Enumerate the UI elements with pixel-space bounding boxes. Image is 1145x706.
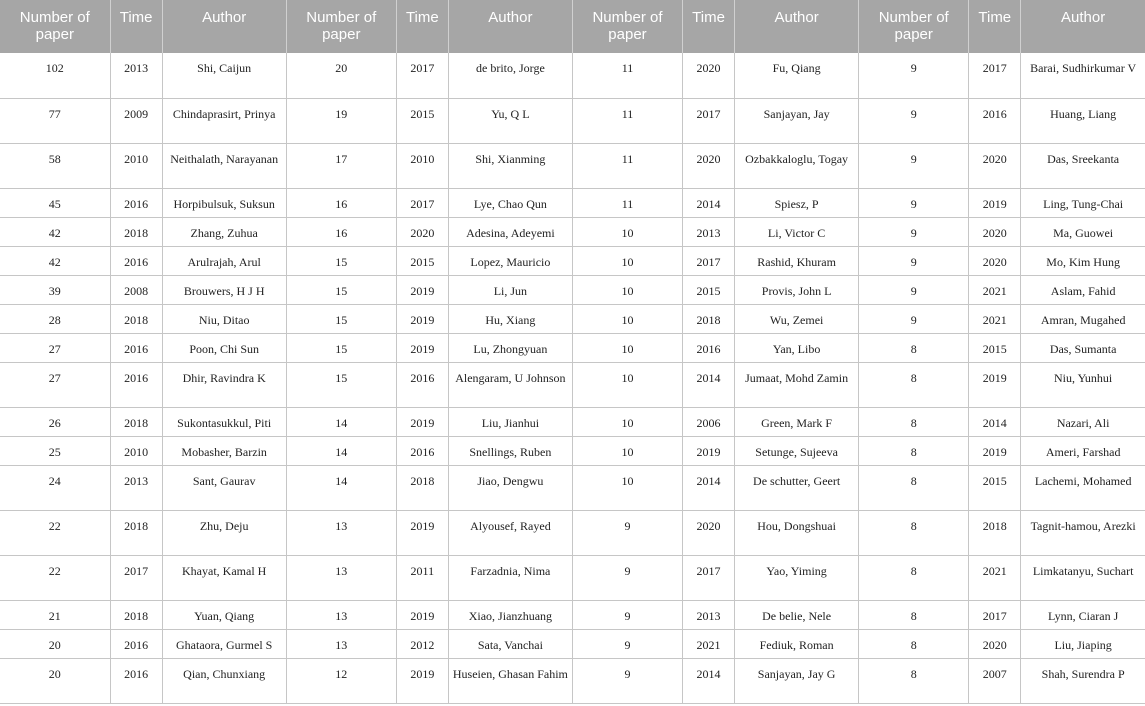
author-cell: Das, Sumanta — [1021, 333, 1145, 362]
author-cell: de brito, Jorge — [448, 53, 572, 98]
time-cell: 2018 — [110, 600, 162, 629]
table-row — [0, 658, 1145, 703]
time-cell: 2014 — [683, 658, 735, 703]
number-of-paper-cell: 26 — [0, 407, 110, 436]
author-cell: Jiao, Dengwu — [448, 465, 572, 510]
time-cell: 2009 — [110, 98, 162, 143]
time-cell: 2018 — [683, 304, 735, 333]
number-of-paper-cell: 8 — [859, 465, 969, 510]
time-cell: 2018 — [396, 465, 448, 510]
number-of-paper-cell: 9 — [859, 246, 969, 275]
number-of-paper-cell: 20 — [0, 629, 110, 658]
number-of-paper-cell: 42 — [0, 217, 110, 246]
number-of-paper-cell: 21 — [0, 600, 110, 629]
author-cell: Brouwers, H J H — [162, 275, 286, 304]
author-cell: Neithalath, Narayanan — [162, 143, 286, 188]
time-cell: 2016 — [110, 333, 162, 362]
number-of-paper-cell: 14 — [286, 436, 396, 465]
time-cell: 2019 — [683, 436, 735, 465]
number-of-paper-cell: 58 — [0, 143, 110, 188]
number-of-paper-cell: 9 — [859, 188, 969, 217]
author-cell: Jumaat, Mohd Zamin — [735, 362, 859, 407]
header-number-of-paper: Number of paper — [859, 0, 969, 53]
table-row — [0, 600, 1145, 629]
table-row — [0, 304, 1145, 333]
number-of-paper-cell: 9 — [859, 143, 969, 188]
number-of-paper-cell: 25 — [0, 436, 110, 465]
number-of-paper-cell: 10 — [572, 217, 682, 246]
time-cell: 2010 — [110, 436, 162, 465]
author-cell: Arulrajah, Arul — [162, 246, 286, 275]
author-cell: Sant, Gaurav — [162, 465, 286, 510]
number-of-paper-cell: 10 — [572, 436, 682, 465]
number-of-paper-cell: 22 — [0, 510, 110, 555]
author-cell: Snellings, Ruben — [448, 436, 572, 465]
time-cell: 2015 — [969, 333, 1021, 362]
table-row — [0, 629, 1145, 658]
number-of-paper-cell: 11 — [572, 188, 682, 217]
number-of-paper-cell: 27 — [0, 362, 110, 407]
time-cell: 2021 — [683, 629, 735, 658]
time-cell: 2017 — [396, 188, 448, 217]
number-of-paper-cell: 13 — [286, 600, 396, 629]
number-of-paper-cell: 11 — [572, 143, 682, 188]
author-cell: Limkatanyu, Suchart — [1021, 555, 1145, 600]
time-cell: 2019 — [396, 600, 448, 629]
time-cell: 2020 — [683, 53, 735, 98]
time-cell: 2015 — [396, 98, 448, 143]
number-of-paper-cell: 10 — [572, 333, 682, 362]
number-of-paper-cell: 11 — [572, 53, 682, 98]
author-cell: Zhu, Deju — [162, 510, 286, 555]
time-cell: 2019 — [969, 436, 1021, 465]
number-of-paper-cell: 8 — [859, 629, 969, 658]
author-cell: Ling, Tung-Chai — [1021, 188, 1145, 217]
time-cell: 2016 — [110, 188, 162, 217]
author-cell: Huang, Liang — [1021, 98, 1145, 143]
header-number-of-paper: Number of paper — [286, 0, 396, 53]
number-of-paper-cell: 77 — [0, 98, 110, 143]
author-cell: Niu, Yunhui — [1021, 362, 1145, 407]
author-cell: Liu, Jianhui — [448, 407, 572, 436]
time-cell: 2018 — [110, 510, 162, 555]
time-cell: 2020 — [969, 217, 1021, 246]
time-cell: 2006 — [683, 407, 735, 436]
author-cell: Yu, Q L — [448, 98, 572, 143]
author-cell: Setunge, Sujeeva — [735, 436, 859, 465]
number-of-paper-cell: 9 — [859, 53, 969, 98]
author-cell: Lu, Zhongyuan — [448, 333, 572, 362]
time-cell: 2014 — [683, 465, 735, 510]
number-of-paper-cell: 12 — [286, 658, 396, 703]
number-of-paper-cell: 17 — [286, 143, 396, 188]
author-cell: Li, Victor C — [735, 217, 859, 246]
time-cell: 2021 — [969, 304, 1021, 333]
number-of-paper-cell: 10 — [572, 362, 682, 407]
author-cell: De schutter, Geert — [735, 465, 859, 510]
number-of-paper-cell: 42 — [0, 246, 110, 275]
table-row — [0, 333, 1145, 362]
time-cell: 2021 — [969, 275, 1021, 304]
author-cell: Ma, Guowei — [1021, 217, 1145, 246]
author-cell: Fu, Qiang — [735, 53, 859, 98]
number-of-paper-cell: 15 — [286, 333, 396, 362]
time-cell: 2011 — [396, 555, 448, 600]
time-cell: 2019 — [396, 275, 448, 304]
author-cell: Barai, Sudhirkumar V — [1021, 53, 1145, 98]
number-of-paper-cell: 9 — [572, 629, 682, 658]
number-of-paper-cell: 8 — [859, 600, 969, 629]
number-of-paper-cell: 9 — [859, 275, 969, 304]
time-cell: 2015 — [969, 465, 1021, 510]
author-cell: Spiesz, P — [735, 188, 859, 217]
header-time: Time — [396, 0, 448, 53]
time-cell: 2016 — [110, 658, 162, 703]
header-number-of-paper: Number of paper — [0, 0, 110, 53]
author-cell: Li, Jun — [448, 275, 572, 304]
number-of-paper-cell: 8 — [859, 333, 969, 362]
number-of-paper-cell: 8 — [859, 555, 969, 600]
time-cell: 2020 — [969, 143, 1021, 188]
author-cell: Shi, Xianming — [448, 143, 572, 188]
time-cell: 2014 — [969, 407, 1021, 436]
author-cell: Dhir, Ravindra K — [162, 362, 286, 407]
number-of-paper-cell: 28 — [0, 304, 110, 333]
author-cell: Tagnit-hamou, Arezki — [1021, 510, 1145, 555]
time-cell: 2014 — [683, 362, 735, 407]
number-of-paper-cell: 10 — [572, 275, 682, 304]
author-cell: Yan, Libo — [735, 333, 859, 362]
author-cell: Shi, Caijun — [162, 53, 286, 98]
time-cell: 2010 — [396, 143, 448, 188]
table-row — [0, 275, 1145, 304]
time-cell: 2008 — [110, 275, 162, 304]
number-of-paper-cell: 9 — [572, 658, 682, 703]
table-row — [0, 465, 1145, 510]
number-of-paper-cell: 19 — [286, 98, 396, 143]
author-cell: De belie, Nele — [735, 600, 859, 629]
header-author: Author — [735, 0, 859, 53]
number-of-paper-cell: 14 — [286, 465, 396, 510]
table-row — [0, 436, 1145, 465]
author-cell: Qian, Chunxiang — [162, 658, 286, 703]
time-cell: 2019 — [396, 407, 448, 436]
number-of-paper-cell: 13 — [286, 510, 396, 555]
author-cell: Adesina, Adeyemi — [448, 217, 572, 246]
time-cell: 2017 — [110, 555, 162, 600]
time-cell: 2016 — [396, 436, 448, 465]
time-cell: 2019 — [396, 510, 448, 555]
author-cell: Hu, Xiang — [448, 304, 572, 333]
author-cell: Alengaram, U Johnson — [448, 362, 572, 407]
number-of-paper-cell: 45 — [0, 188, 110, 217]
header-number-of-paper: Number of paper — [572, 0, 682, 53]
table-row — [0, 407, 1145, 436]
author-cell: Alyousef, Rayed — [448, 510, 572, 555]
table-row — [0, 188, 1145, 217]
number-of-paper-cell: 14 — [286, 407, 396, 436]
number-of-paper-cell: 24 — [0, 465, 110, 510]
time-cell: 2012 — [396, 629, 448, 658]
time-cell: 2020 — [969, 246, 1021, 275]
number-of-paper-cell: 8 — [859, 658, 969, 703]
number-of-paper-cell: 9 — [572, 510, 682, 555]
time-cell: 2015 — [683, 275, 735, 304]
author-cell: Aslam, Fahid — [1021, 275, 1145, 304]
author-cell: Hou, Dongshuai — [735, 510, 859, 555]
author-cell: Rashid, Khuram — [735, 246, 859, 275]
number-of-paper-cell: 9 — [572, 555, 682, 600]
author-cell: Lye, Chao Qun — [448, 188, 572, 217]
author-cell: Shah, Surendra P — [1021, 658, 1145, 703]
time-cell: 2019 — [969, 188, 1021, 217]
number-of-paper-cell: 20 — [286, 53, 396, 98]
time-cell: 2017 — [969, 53, 1021, 98]
number-of-paper-cell: 20 — [0, 658, 110, 703]
number-of-paper-cell: 10 — [572, 407, 682, 436]
number-of-paper-cell: 15 — [286, 304, 396, 333]
number-of-paper-cell: 15 — [286, 275, 396, 304]
number-of-paper-cell: 10 — [572, 246, 682, 275]
header-time: Time — [969, 0, 1021, 53]
time-cell: 2013 — [683, 600, 735, 629]
time-cell: 2010 — [110, 143, 162, 188]
time-cell: 2018 — [110, 407, 162, 436]
number-of-paper-cell: 22 — [0, 555, 110, 600]
number-of-paper-cell: 39 — [0, 275, 110, 304]
number-of-paper-cell: 13 — [286, 555, 396, 600]
author-cell: Ghataora, Gurmel S — [162, 629, 286, 658]
time-cell: 2016 — [110, 362, 162, 407]
author-cell: Green, Mark F — [735, 407, 859, 436]
author-cell: Ozbakkaloglu, Togay — [735, 143, 859, 188]
author-cell: Wu, Zemei — [735, 304, 859, 333]
time-cell: 2019 — [969, 362, 1021, 407]
number-of-paper-cell: 8 — [859, 436, 969, 465]
author-cell: Sanjayan, Jay — [735, 98, 859, 143]
author-cell: Zhang, Zuhua — [162, 217, 286, 246]
table-row — [0, 510, 1145, 555]
number-of-paper-cell: 102 — [0, 53, 110, 98]
author-cell: Farzadnia, Nima — [448, 555, 572, 600]
number-of-paper-cell: 9 — [572, 600, 682, 629]
number-of-paper-cell: 10 — [572, 304, 682, 333]
author-cell: Mo, Kim Hung — [1021, 246, 1145, 275]
author-cell: Sanjayan, Jay G — [735, 658, 859, 703]
table-row — [0, 246, 1145, 275]
time-cell: 2020 — [683, 143, 735, 188]
number-of-paper-cell: 15 — [286, 246, 396, 275]
number-of-paper-cell: 8 — [859, 407, 969, 436]
number-of-paper-cell: 16 — [286, 217, 396, 246]
time-cell: 2017 — [683, 246, 735, 275]
number-of-paper-cell: 27 — [0, 333, 110, 362]
time-cell: 2016 — [969, 98, 1021, 143]
time-cell: 2017 — [396, 53, 448, 98]
time-cell: 2013 — [110, 53, 162, 98]
author-cell: Sukontasukkul, Piti — [162, 407, 286, 436]
number-of-paper-cell: 16 — [286, 188, 396, 217]
number-of-paper-cell: 9 — [859, 217, 969, 246]
table-row — [0, 362, 1145, 407]
time-cell: 2018 — [110, 217, 162, 246]
author-cell: Niu, Ditao — [162, 304, 286, 333]
time-cell: 2020 — [683, 510, 735, 555]
author-cell: Lynn, Ciaran J — [1021, 600, 1145, 629]
author-cell: Horpibulsuk, Suksun — [162, 188, 286, 217]
table-row — [0, 217, 1145, 246]
number-of-paper-cell: 11 — [572, 98, 682, 143]
time-cell: 2016 — [396, 362, 448, 407]
time-cell: 2016 — [110, 629, 162, 658]
time-cell: 2015 — [396, 246, 448, 275]
number-of-paper-cell: 9 — [859, 304, 969, 333]
time-cell: 2020 — [396, 217, 448, 246]
time-cell: 2019 — [396, 658, 448, 703]
time-cell: 2017 — [683, 555, 735, 600]
header-time: Time — [683, 0, 735, 53]
author-cell: Provis, John L — [735, 275, 859, 304]
time-cell: 2018 — [969, 510, 1021, 555]
author-cell: Mobasher, Barzin — [162, 436, 286, 465]
header-time: Time — [110, 0, 162, 53]
author-cell: Nazari, Ali — [1021, 407, 1145, 436]
number-of-paper-cell: 13 — [286, 629, 396, 658]
author-cell: Yuan, Qiang — [162, 600, 286, 629]
time-cell: 2017 — [969, 600, 1021, 629]
time-cell: 2007 — [969, 658, 1021, 703]
time-cell: 2014 — [683, 188, 735, 217]
time-cell: 2013 — [110, 465, 162, 510]
header-author: Author — [162, 0, 286, 53]
time-cell: 2021 — [969, 555, 1021, 600]
author-cell: Liu, Jiaping — [1021, 629, 1145, 658]
author-cell: Huseien, Ghasan Fahim — [448, 658, 572, 703]
author-cell: Amran, Mugahed — [1021, 304, 1145, 333]
time-cell: 2016 — [683, 333, 735, 362]
number-of-paper-cell: 8 — [859, 510, 969, 555]
author-cell: Yao, Yiming — [735, 555, 859, 600]
author-cell: Chindaprasirt, Prinya — [162, 98, 286, 143]
table-row — [0, 143, 1145, 188]
time-cell: 2016 — [110, 246, 162, 275]
time-cell: 2019 — [396, 333, 448, 362]
author-cell: Ameri, Farshad — [1021, 436, 1145, 465]
author-cell: Khayat, Kamal H — [162, 555, 286, 600]
table-body — [0, 53, 1145, 703]
header-row — [0, 0, 1145, 53]
author-cell: Poon, Chi Sun — [162, 333, 286, 362]
time-cell: 2020 — [969, 629, 1021, 658]
number-of-paper-cell: 10 — [572, 465, 682, 510]
author-cell: Lachemi, Mohamed — [1021, 465, 1145, 510]
number-of-paper-cell: 15 — [286, 362, 396, 407]
time-cell: 2019 — [396, 304, 448, 333]
time-cell: 2017 — [683, 98, 735, 143]
time-cell: 2018 — [110, 304, 162, 333]
time-cell: 2013 — [683, 217, 735, 246]
author-cell: Fediuk, Roman — [735, 629, 859, 658]
table-row — [0, 98, 1145, 143]
header-author: Author — [1021, 0, 1145, 53]
number-of-paper-cell: 9 — [859, 98, 969, 143]
header-author: Author — [448, 0, 572, 53]
author-cell: Xiao, Jianzhuang — [448, 600, 572, 629]
table-row — [0, 53, 1145, 98]
table-row — [0, 555, 1145, 600]
author-cell: Das, Sreekanta — [1021, 143, 1145, 188]
author-cell: Sata, Vanchai — [448, 629, 572, 658]
author-cell: Lopez, Mauricio — [448, 246, 572, 275]
number-of-paper-cell: 8 — [859, 362, 969, 407]
